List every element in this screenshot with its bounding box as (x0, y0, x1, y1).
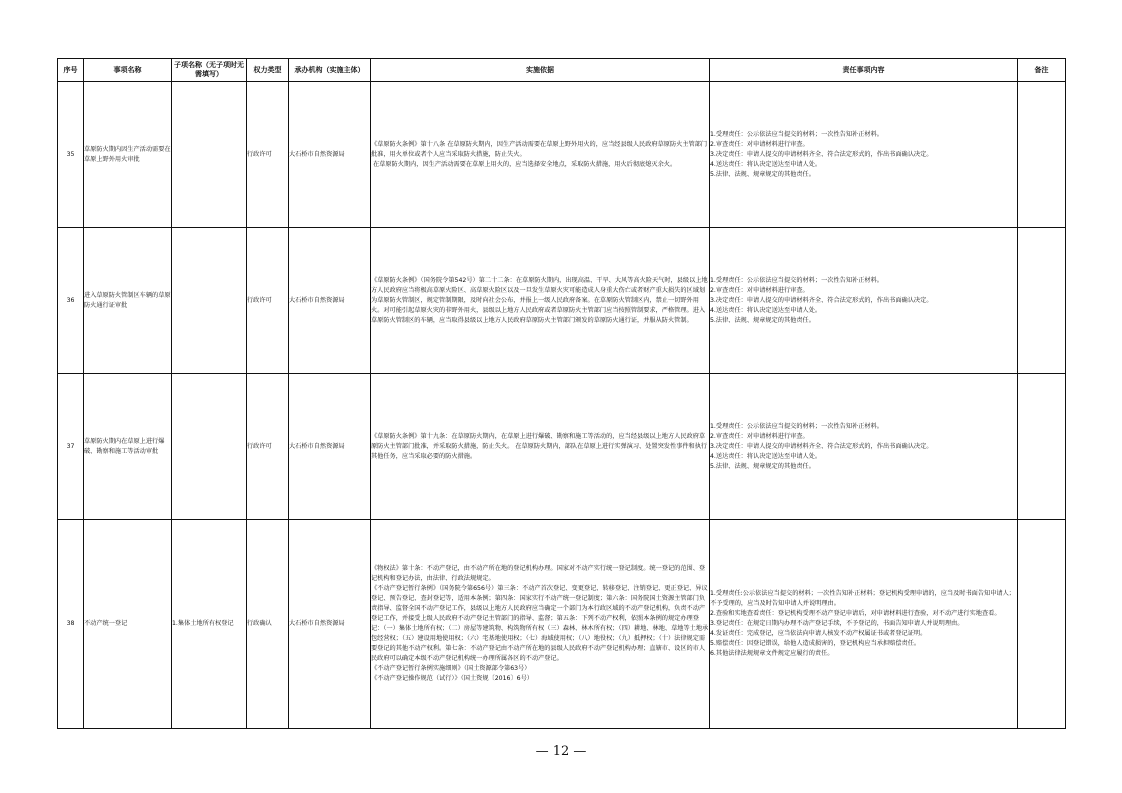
table-row (58, 374, 1066, 520)
row-type: 行政许可 (247, 82, 289, 228)
row-type: 行政许可 (247, 228, 289, 374)
table-row (58, 520, 1066, 729)
row-name: 进入草原防火管制区车辆的草原防火通行证审批 (84, 228, 172, 374)
responsibility-table (57, 58, 1066, 729)
row-resp: 1.受理责任：公示依法应当提交的材料；一次性告知补正材料。 2.审查责任：对申请材料进行审查。 3.决定责任：申请人提交的申请材料齐全、符合法定形式的，作出书面确认决定。 4.送达责任：将认决定送达至申请人处。 5.法律、法规、规章规定的其他责任。 (710, 374, 1018, 520)
row-type: 行政确认 (247, 520, 289, 729)
row-num: 36 (58, 228, 84, 374)
row-note (1018, 520, 1066, 729)
row-sub (172, 228, 247, 374)
row-note (1018, 374, 1066, 520)
header-note: 备注 (1018, 59, 1066, 82)
row-resp: 1.受理责任：公示依法应当提交的材料；一次性告知补正材料。 2.审查责任：对申请材料进行审查。 3.决定责任：申请人提交的申请材料齐全、符合法定形式的，作出书面确认决定。 4.送达责任：将认决定送达至申请人处。 5.法律、法规、规章规定的其他责任。 (710, 228, 1018, 374)
row-name: 不动产统一登记 (84, 520, 172, 729)
row-org: 大石桥市自然资源局 (289, 228, 371, 374)
row-num: 37 (58, 374, 84, 520)
row-basis: 《物权法》第十条：不动产登记，由不动产所在地的登记机构办理。国家对不动产实行统一登记制度。统一登记的范围、登记机构和登记办法，由法律、行政法规规定。 《不动产登记暂行条例》（国务院令第656号）第三条：不动产首次登记、变更登记、转移登记、注销登记、更正登记、异议登记、预告登记、查封登记等，适用本条例；第四条：国家实行不动产统一登记制度；第六条：国务院国土资源主管部门负责指导、监督全国不动产登记工作，县级以上地方人民政府应当确定一个部门为本行政区域的不动产登记机构，负责不动产登记工作，并接受上级人民政府不动产登记主管部门的指导、监督；第五条：下列不动产权利，依照本条例的规定办理登记：（一）集体土地所有权；（二）房屋等建筑物、构筑物所有权（三）森林、林木所有权；（四）耕地、林地、草地等土地承包经营权；（五）建设用地使用权；（六）宅基地使用权；（七）海域使用权；（八）地役权；（九）抵押权；（十）法律规定需要登记的其他不动产权利。第七条：不动产登记由不动产所在地的县级人民政府不动产登记机构办理；直辖市、设区的市人民政府可以确定本级不动产登记机构统一办理所属各区的不动产登记。 《不动产登记暂行条例实施细则》（国土资源部令第63号） 《不动产登记操作规范（试行）》（国土资规〔2016〕6号） (371, 520, 710, 729)
row-basis: 《草原防火条例》第十九条：在草原防火期内，在草原上进行爆破、勘察和施工等活动的，应当经县级以上地方人民政府草原防火主管部门批准，并采取防火措施，防止失火。 在草原防火期内，部队在草原上进行实弹演习、处置突发性事件和执行其他任务，应当采取必要的防火措施。 (371, 374, 710, 520)
header-type: 权力类型 (247, 59, 289, 82)
row-name: 草原防火期内在草原上进行爆破、勘察和施工等活动审批 (84, 374, 172, 520)
row-name: 草原防火期内因生产活动需要在草原上野外用火审批 (84, 82, 172, 228)
header-row (58, 59, 1066, 82)
header-num: 序号 (58, 59, 84, 82)
row-basis: 《草原防火条例》第十八条 在草原防火期内，因生产活动需要在草原上野外用火的，应当经县级人民政府草原防火主管部门批准，用火单位或者个人应当采取防火措施，防止失火。 在草原防火期内，因生产活动需要在草原上用火的，应当选择安全地点，采取防火措施，用火后彻底熄灭余火。 (371, 82, 710, 228)
row-org: 大石桥市自然资源局 (289, 374, 371, 520)
header-resp: 责任事项内容 (710, 59, 1018, 82)
row-note (1018, 228, 1066, 374)
header-sub: 子项名称（无子项时无需填写） (172, 59, 247, 82)
table-row (58, 228, 1066, 374)
table-row (58, 82, 1066, 228)
row-type: 行政许可 (247, 374, 289, 520)
row-sub (172, 374, 247, 520)
row-sub (172, 82, 247, 228)
row-num: 35 (58, 82, 84, 228)
row-org: 大石桥市自然资源局 (289, 520, 371, 729)
row-note (1018, 82, 1066, 228)
header-name: 事项名称 (84, 59, 172, 82)
row-resp: 1.受理责任：公示依法应当提交的材料；一次性告知补正材料。 2.审查责任：对申请材料进行审查。 3.决定责任：申请人提交的申请材料齐全、符合法定形式的，作出书面确认决定。 4.送达责任：将认决定送达至申请人处。 5.法律、法规、规章规定的其他责任。 (710, 82, 1018, 228)
page-number: — 12 — (535, 744, 587, 759)
row-num: 38 (58, 520, 84, 729)
row-org: 大石桥市自然资源局 (289, 82, 371, 228)
row-sub: 1.集体土地所有权登记 (172, 520, 247, 729)
row-resp: 1.受理责任:公示依法应当提交的材料；一次性告知补正材料；登记机构受理申请的，应当及时书面告知申请人；不予受理的，应当及时告知申请人并说明理由。 2.查验和实地查看责任：登记机构受理不动产登记申请后，对申请材料进行查验，对不动产进行实地查看。 3.登记责任：在规定日期内办理不动产登记手续，不予登记的，书面告知申请人并说明理由。 4.发证责任：完成登记，应当依法向申请人核发不动产权属证书或者登记证明。 5.赔偿责任：因登记错误，给他人造成损害的，登记机构应当承担赔偿责任。 6.其他法律法规规章文件规定应履行的责任。 (710, 520, 1018, 729)
header-org: 承办机构（实施主体） (289, 59, 371, 82)
row-basis: 《草原防火条例》（国务院令第542号）第二十二条：在草原防火期内，出现高温、干旱、大风等高火险天气时，县级以上地方人民政府应当将极高草原火险区、高草原火险区以及一旦发生草原火灾可能造成人身重大伤亡或者财产重大损失的区域划为草原防火管制区，规定管制期限，及时向社会公布，并报上一级人民政府备案。在草原防火管制区内，禁止一切野外用火。对可能引起草原火灾的非野外用火，县级以上地方人民政府或者草原防火主管部门应当按照管制要求，严格管理。进入草原防火管制区的车辆，应当取得县级以上地方人民政府草原防火主管部门颁发的草原防火通行证，并服从防火管制。 (371, 228, 710, 374)
header-basis: 实施依据 (371, 59, 710, 82)
